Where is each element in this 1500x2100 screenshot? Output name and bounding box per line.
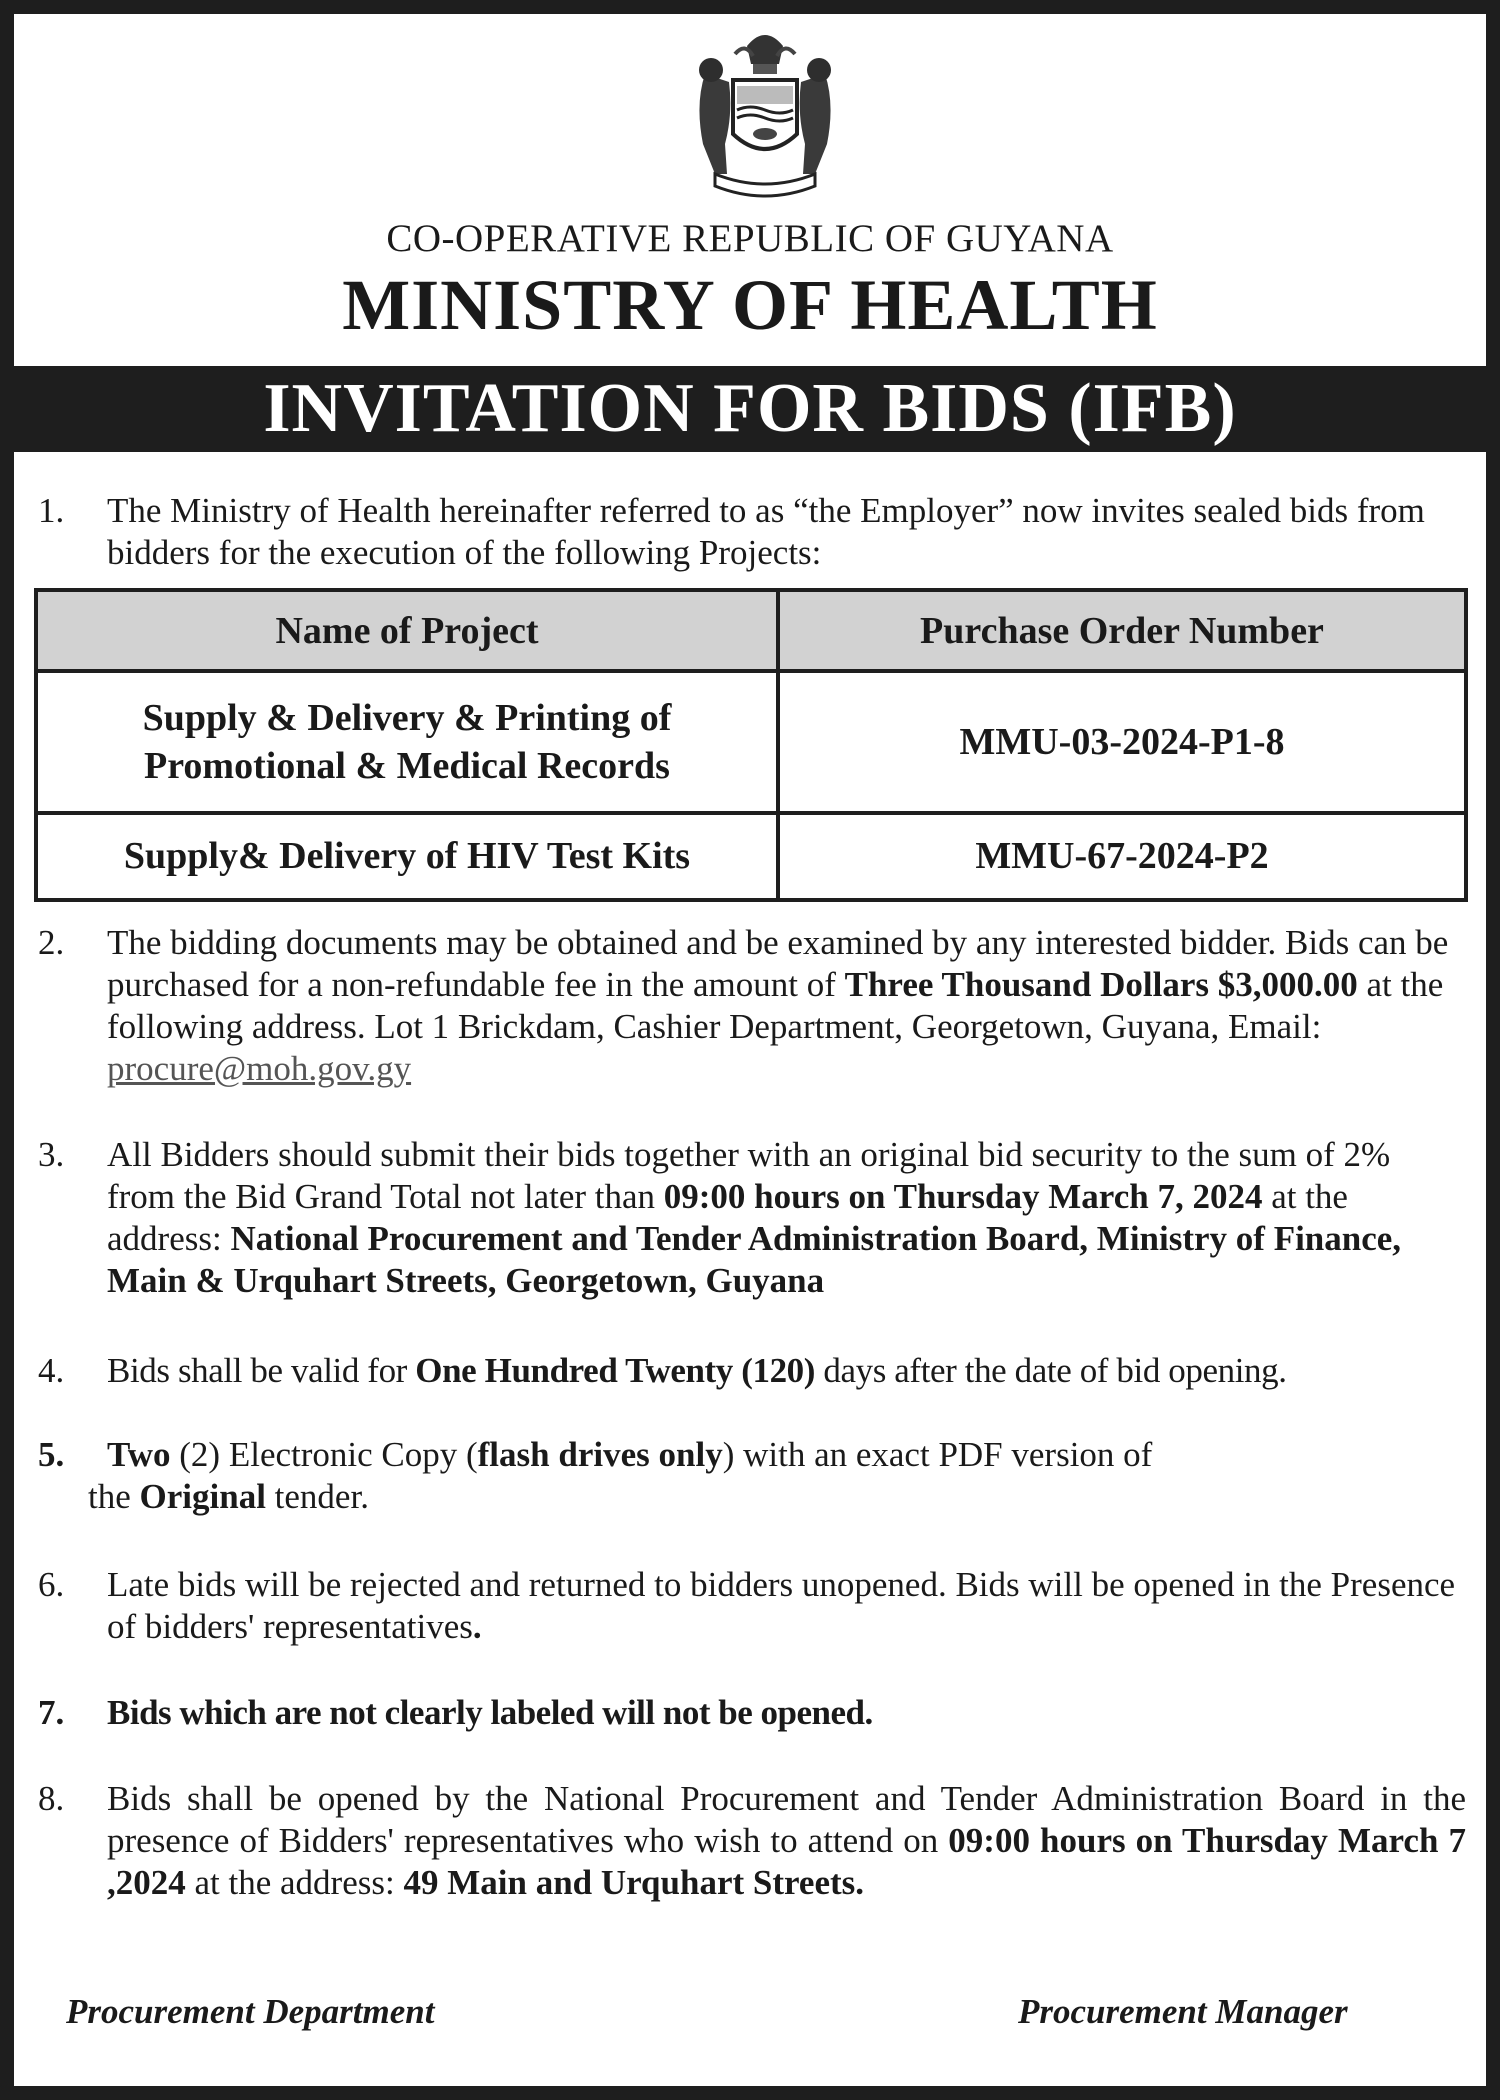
text-run: The bidding documents may be obtained and be examined by any interested bidder. Bids can be purchased for a non-refundable fee in the amount of	[107, 923, 1449, 1004]
footer-department: Procurement Department	[66, 1992, 435, 2031]
ministry-title: MINISTRY OF HEALTH	[342, 265, 1158, 345]
copies-count: Two	[107, 1435, 171, 1474]
table-header-row	[36, 590, 1466, 671]
text-run: Bids shall be valid for	[107, 1351, 416, 1390]
submission-address: National Procurement and Tender Administration Board, Ministry of Finance, Main & Urquhart Streets, Georgetown, Guyana	[107, 1219, 1402, 1300]
opening-time: 09:00 hours on Thursday March 7 ,2024	[107, 1821, 1466, 1902]
fee-amount: Three Thousand Dollars $3,000.00	[844, 965, 1358, 1004]
project-name-cell	[36, 671, 778, 813]
paragraph-text-line2	[88, 1476, 1466, 1518]
text-run: Bids shall be opened by the National Procurement and Tender Administration Board in the presence of Bidders' representatives who wish to attend on	[107, 1779, 1466, 1860]
paragraph-text	[107, 1778, 1466, 1904]
text-run: (2) Electronic Copy (	[170, 1435, 478, 1474]
text-run: at the address:	[185, 1863, 404, 1902]
paragraph-text	[107, 1350, 1466, 1392]
text-run: ) with an exact PDF version of	[722, 1435, 1153, 1474]
paragraph-text-line1	[107, 1434, 1466, 1476]
text-run: tender.	[265, 1477, 369, 1516]
project-name-cell: Supply& Delivery of HIV Test Kits	[36, 813, 778, 900]
deadline: 09:00 hours on Thursday March 7, 2024	[663, 1177, 1263, 1216]
original-word: Original	[139, 1477, 266, 1516]
text-run: .	[472, 1607, 482, 1646]
po-number-cell: MMU-03-2024-P1-8	[778, 671, 1466, 813]
table-row	[36, 813, 1466, 900]
ifb-banner: INVITATION FOR BIDS (IFB)	[14, 366, 1486, 452]
paragraph-number: 5.	[38, 1435, 65, 1474]
column-header-po: Purchase Order Number	[778, 590, 1466, 671]
paragraph-text	[107, 1134, 1466, 1302]
text-run: the	[88, 1477, 140, 1516]
text-run: at the following address. Lot 1 Brickdam, Cashier Department, Georgetown, Guyana, Email:	[107, 965, 1444, 1046]
opening-address: 49 Main and Urquhart Streets.	[403, 1863, 865, 1902]
po-number-cell: MMU-67-2024-P2	[778, 813, 1466, 900]
paragraph-number: 8.	[38, 1779, 65, 1818]
republic-heading: CO-OPERATIVE REPUBLIC OF GUYANA	[386, 217, 1114, 260]
paragraph-text	[107, 1564, 1466, 1648]
paragraph-number: 7.	[38, 1693, 65, 1732]
projects-table	[34, 588, 1468, 902]
project-name-line: Promotional & Medical Records	[144, 744, 670, 787]
column-header-project: Name of Project	[36, 590, 778, 671]
paragraph-text: The Ministry of Health hereinafter referred to as “the Employer” now invites sealed bids from bidders for the execution of the following Projects:	[107, 491, 1425, 572]
text-run: Late bids will be rejected and returned to bidders unopened. Bids will be opened in the Presence of bidders' representatives	[107, 1565, 1456, 1646]
footer-signatory: Procurement Manager	[1018, 1992, 1348, 2031]
email-link[interactable]: procure@moh.gov.gy	[107, 1049, 412, 1088]
paragraph-text	[107, 922, 1466, 1090]
coat-of-arms-icon	[675, 24, 855, 204]
text-run: All Bidders should submit their bids together with an original bid security to the sum of 2% from the Bid Grand Total not later than	[107, 1135, 1391, 1216]
paragraph-number: 3.	[38, 1135, 65, 1174]
paragraph-text: Bids which are not clearly labeled will not be opened.	[107, 1693, 873, 1732]
flash-drives: flash drives only	[477, 1435, 723, 1474]
paragraph-number: 2.	[38, 923, 65, 962]
project-name-line: Supply & Delivery & Printing of	[142, 696, 672, 739]
validity-period: One Hundred Twenty (120)	[415, 1351, 816, 1390]
paragraph-number: 6.	[38, 1565, 65, 1604]
paragraph-number: 4.	[38, 1351, 65, 1390]
text-run: at the address:	[107, 1177, 1348, 1258]
table-row	[36, 671, 1466, 813]
text-run: days after the date of bid opening.	[815, 1351, 1287, 1390]
paragraph-number: 1.	[38, 491, 65, 530]
